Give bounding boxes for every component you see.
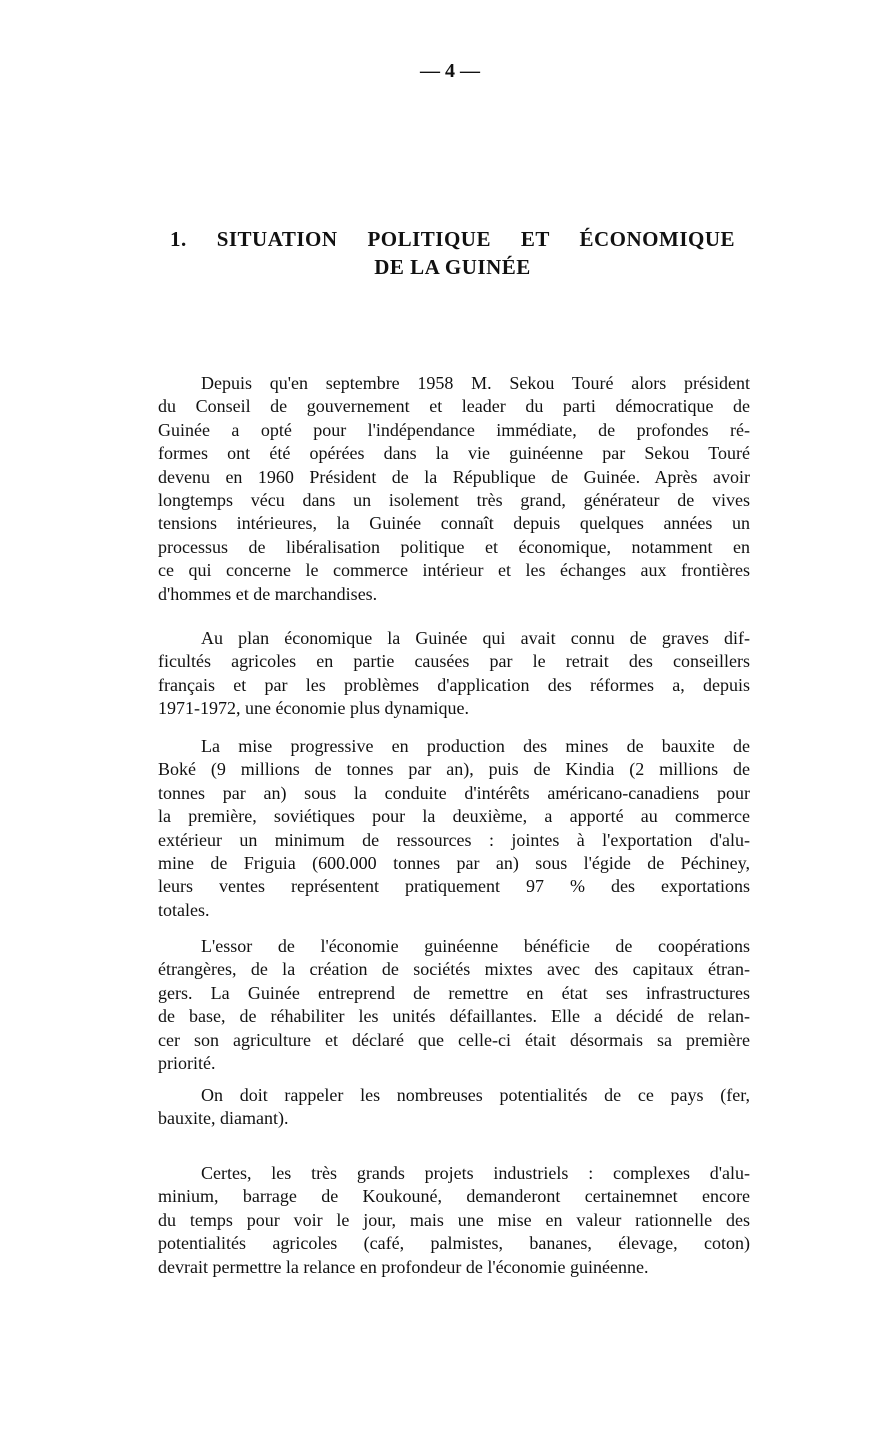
paragraph-line: devenu en 1960 Président de la République de Guinée. Après avoir	[158, 466, 750, 487]
paragraph-line: bauxite, diamant).	[158, 1108, 289, 1129]
paragraph-line: On doit rappeler les nombreuses potentialités de ce pays (fer,	[201, 1085, 750, 1105]
paragraph-line: Certes, les très grands projets industriels : complexes d'alu-	[201, 1163, 750, 1183]
paragraph-line: totales.	[158, 899, 210, 920]
paragraph	[158, 935, 750, 1075]
paragraph-line: d'hommes et de marchandises.	[158, 583, 378, 604]
paragraph	[158, 735, 750, 922]
title-line-1: 1. SITUATION POLITIQUE ET ÉCONOMIQUE	[170, 227, 735, 251]
paragraph-line: longtemps vécu dans un isolement très grand, générateur de vives	[158, 490, 750, 511]
paragraph-line: 1971-1972, une économie plus dynamique.	[158, 698, 469, 719]
paragraph-line: formes ont été opérées dans la vie guinéenne par Sekou Touré	[158, 443, 750, 464]
paragraph-line: du temps pour voir le jour, mais une mise en valeur rationnelle des	[158, 1209, 750, 1230]
paragraph-line: ce qui concerne le commerce intérieur et les échanges aux frontières	[158, 560, 750, 581]
paragraph-line: du Conseil de gouvernement et leader du parti démocratique de	[158, 396, 750, 417]
paragraph-line: processus de libéralisation politique et économique, notamment en	[158, 536, 750, 557]
paragraph	[158, 1162, 750, 1279]
paragraph	[158, 372, 750, 606]
title-line-2: DE LA GUINÉE	[374, 255, 531, 279]
paragraph-line: Au plan économique la Guinée qui avait connu de graves dif-	[201, 628, 750, 648]
page-number: — 4 —	[420, 60, 480, 82]
paragraph-line: tensions intérieures, la Guinée connaît depuis quelques années un	[158, 513, 750, 534]
paragraph-line: mine de Friguia (600.000 tonnes par an) sous l'égide de Péchiney,	[158, 853, 750, 874]
paragraph-line: priorité.	[158, 1053, 216, 1074]
paragraph	[158, 627, 750, 721]
paragraph-line: Depuis qu'en septembre 1958 M. Sekou Touré alors président	[201, 373, 750, 393]
section-title	[170, 225, 735, 281]
paragraph-line: ficultés agricoles en partie causées par le retrait des conseillers	[158, 651, 750, 672]
paragraph-line: Boké (9 millions de tonnes par an), puis de Kindia (2 millions de	[158, 759, 750, 780]
paragraph-line: français et par les problèmes d'application des réformes a, depuis	[158, 674, 750, 695]
paragraph-line: extérieur un minimum de ressources : jointes à l'exportation d'alu-	[158, 829, 750, 850]
paragraph-line: leurs ventes représentent pratiquement 97 % des exportations	[158, 876, 750, 897]
paragraph-line: L'essor de l'économie guinéenne bénéficie de coopérations	[201, 936, 750, 956]
paragraph	[158, 1084, 750, 1131]
paragraph-line: tonnes par an) sous la conduite d'intérêts américano-canadiens pour	[158, 782, 750, 803]
paragraph-line: la première, soviétiques pour la deuxième, a apporté au commerce	[158, 806, 750, 827]
paragraph-line: potentialités agricoles (café, palmistes, bananes, élevage, coton)	[158, 1233, 750, 1254]
paragraph-line: de base, de réhabiliter les unités défaillantes. Elle a décidé de relan-	[158, 1006, 750, 1027]
paragraph-line: cer son agriculture et déclaré que celle-ci était désormais sa première	[158, 1029, 750, 1050]
paragraph-line: La mise progressive en production des mines de bauxite de	[201, 736, 750, 756]
paragraph-line: minium, barrage de Koukouné, demanderont certainemnet encore	[158, 1186, 750, 1207]
paragraph-line: Guinée a opté pour l'indépendance immédiate, de profondes ré-	[158, 419, 750, 440]
paragraph-line: gers. La Guinée entreprend de remettre en état ses infrastructures	[158, 982, 750, 1003]
paragraph-line: étrangères, de la création de sociétés mixtes avec des capitaux étran-	[158, 959, 750, 980]
paragraph-line: devrait permettre la relance en profondeur de l'économie guinéenne.	[158, 1256, 649, 1277]
